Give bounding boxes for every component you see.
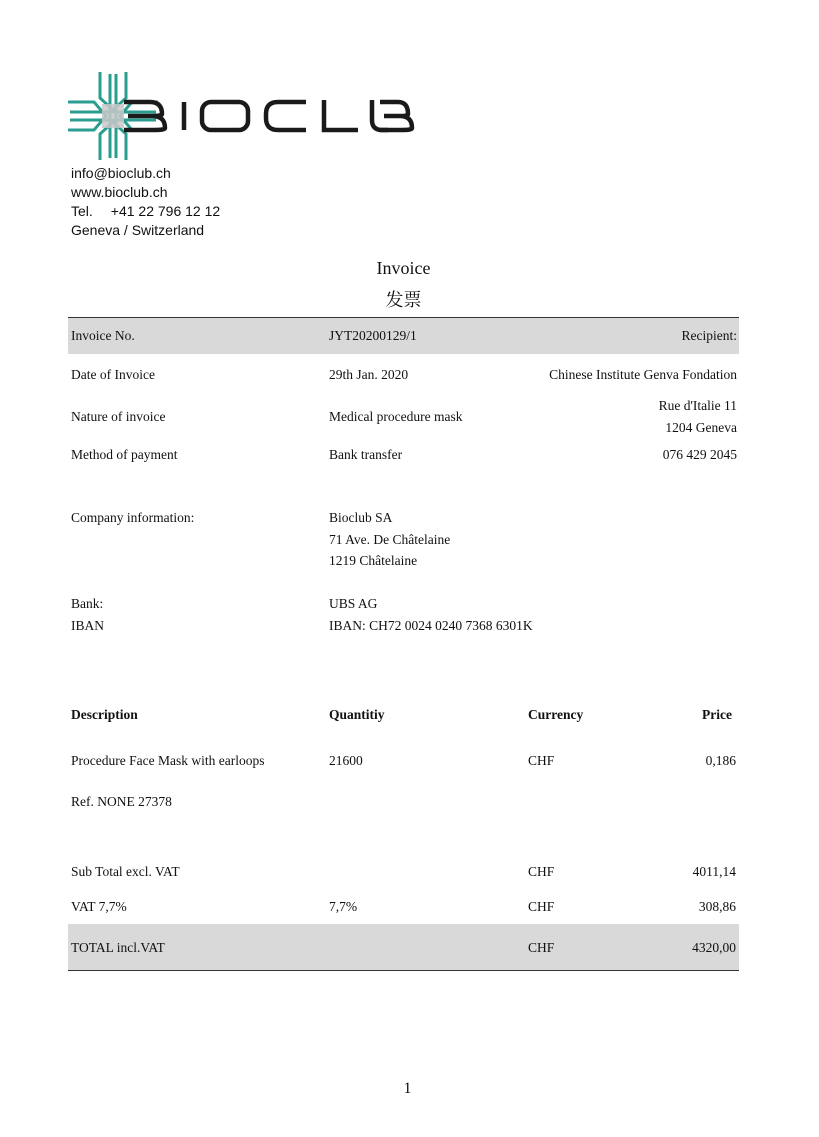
nature-value: Medical procedure mask [329, 409, 463, 424]
invoice-title: Invoice [376, 258, 431, 278]
company-city: 1219 Châtelaine [329, 553, 418, 568]
item-price: 0,186 [705, 753, 736, 768]
date-value: 29th Jan. 2020 [329, 367, 409, 382]
subtotal-label: Sub Total excl. VAT [71, 864, 180, 879]
vat-amount: 308,86 [698, 899, 736, 914]
item-reference: Ref. NONE 27378 [71, 794, 172, 809]
page-number: 1 [403, 1080, 412, 1097]
total-band [68, 924, 739, 970]
recipient-name: Chinese Institute Genva Fondation [549, 367, 737, 382]
company-label: Company information: [71, 510, 195, 525]
invoice-number-label: Invoice No. [71, 328, 135, 343]
contact-location: Geneva / Switzerland [71, 222, 205, 238]
contact-info [71, 164, 220, 240]
payment-value: Bank transfer [329, 447, 403, 462]
recipient-street: Rue d'Italie 11 [658, 398, 737, 413]
date-label: Date of Invoice [71, 367, 155, 382]
contact-website[interactable]: www.bioclub.ch [71, 184, 168, 200]
bottom-rule [68, 970, 739, 971]
company-name: Bioclub SA [329, 510, 393, 525]
contact-tel-label: Tel. [71, 203, 93, 219]
item-quantity: 21600 [329, 753, 363, 768]
company-street: 71 Ave. De Châtelaine [329, 532, 451, 547]
bioclub-logo [66, 70, 418, 162]
bank-label: Bank: [71, 596, 104, 611]
item-description: Procedure Face Mask with earloops [71, 753, 265, 768]
vat-label: VAT 7,7% [71, 899, 127, 914]
contact-tel: +41 22 796 12 12 [110, 203, 221, 219]
recipient-city: 1204 Geneva [665, 420, 737, 435]
invoice-number-value: JYT20200129/1 [329, 328, 417, 343]
contact-phone-line [71, 202, 220, 221]
subtotal-currency: CHF [528, 864, 555, 879]
total-amount: 4320,00 [692, 940, 736, 955]
column-header-description: Description [71, 707, 138, 722]
vat-rate: 7,7% [329, 899, 358, 914]
iban-label: IBAN [71, 618, 104, 633]
vat-currency: CHF [528, 899, 555, 914]
column-header-price: Price [702, 707, 732, 722]
payment-label: Method of payment [71, 447, 178, 462]
bank-name: UBS AG [329, 596, 378, 611]
brand-name: BIOCLUB [66, 70, 71, 71]
iban-value: IBAN: CH72 0024 0240 7368 6301K [329, 618, 533, 633]
recipient-phone: 076 429 2045 [662, 447, 737, 462]
total-currency: CHF [528, 940, 555, 955]
item-currency: CHF [528, 753, 555, 768]
recipient-label: Recipient: [681, 328, 737, 343]
nature-label: Nature of invoice [71, 409, 166, 424]
contact-email[interactable]: info@bioclub.ch [71, 165, 171, 181]
total-label: TOTAL incl.VAT [71, 940, 165, 955]
column-header-quantity: Quantitiy [329, 707, 385, 722]
column-header-currency: Currency [528, 707, 584, 722]
subtotal-amount: 4011,14 [692, 864, 736, 879]
invoice-title-chinese: 发票 [385, 290, 422, 311]
